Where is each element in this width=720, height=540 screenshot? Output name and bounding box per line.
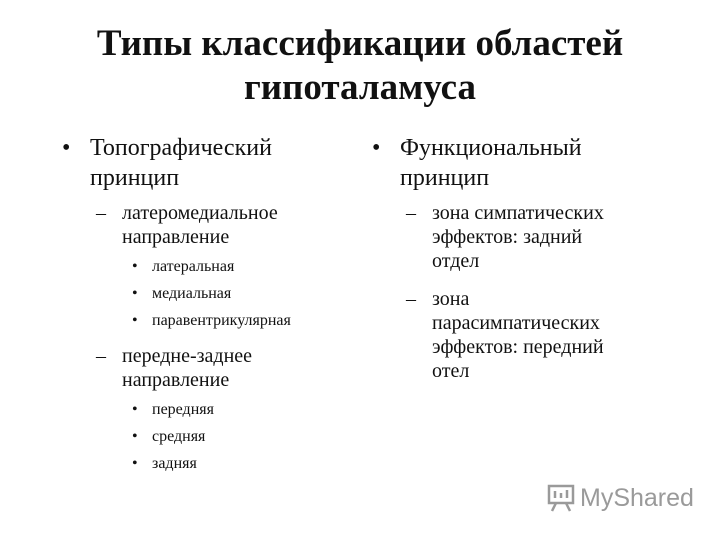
parasympathetic-line-4: отел: [432, 360, 470, 382]
slide-title-line-1: Типы классификации областей: [96, 23, 624, 64]
bullet-icon: •: [132, 285, 138, 302]
bullet-icon: •: [132, 401, 138, 418]
bullet-icon: •: [372, 135, 381, 161]
lateromedial-label-line-1: латеромедиальное: [122, 202, 278, 224]
parasympathetic-line-1: зона: [432, 288, 470, 310]
sympathetic-line-3: отдел: [432, 250, 480, 272]
presentation-board-icon: [546, 483, 576, 513]
topographic-heading: [62, 133, 352, 193]
topographic-column: [62, 133, 352, 477]
dash-icon: –: [96, 345, 106, 367]
list-item: [62, 423, 352, 450]
anteroposterior-label-line-1: передне-заднее: [122, 345, 253, 367]
list-item: [62, 450, 352, 477]
dash-icon: –: [406, 202, 416, 224]
topographic-heading-line-1: Топографический: [90, 135, 272, 161]
dash-icon: –: [96, 202, 106, 224]
bullet-icon: •: [132, 258, 138, 275]
lateromedial-label-line-2: направление: [122, 226, 230, 248]
bullet-icon: •: [132, 455, 138, 472]
list-item-label: задняя: [152, 455, 197, 472]
list-item: [62, 253, 352, 280]
slide-title: [0, 22, 720, 110]
lateromedial-direction: [62, 201, 352, 249]
bullet-icon: •: [132, 428, 138, 445]
list-item-label: паравентрикулярная: [152, 312, 291, 329]
list-item-label: средняя: [152, 428, 206, 445]
list-item: [62, 396, 352, 423]
watermark-text: MyShared: [580, 483, 694, 512]
anteroposterior-direction: [62, 344, 352, 392]
functional-heading-line-1: Функциональный: [400, 135, 582, 161]
list-item-label: латеральная: [152, 258, 235, 275]
spacer: [372, 277, 662, 287]
functional-column: [372, 133, 662, 387]
list-item-label: передняя: [152, 401, 214, 418]
bullet-icon: •: [62, 135, 71, 161]
list-item: [62, 307, 352, 334]
myshared-watermark: [546, 482, 694, 514]
parasympathetic-line-3: эффектов: передний: [432, 336, 604, 358]
dash-icon: –: [406, 288, 416, 310]
list-item-label: медиальная: [152, 285, 232, 302]
sympathetic-line-2: эффектов: задний: [432, 226, 583, 248]
sympathetic-zone: [372, 201, 662, 273]
sympathetic-line-1: зона симпатических: [432, 202, 604, 224]
anteroposterior-label-line-2: направление: [122, 369, 230, 391]
topographic-heading-line-2: принцип: [90, 165, 180, 191]
parasympathetic-line-2: парасимпатических: [432, 312, 600, 334]
spacer: [62, 334, 352, 344]
slide-title-line-2: гипоталамуса: [243, 67, 477, 108]
bullet-icon: •: [132, 312, 138, 329]
parasympathetic-zone: [372, 287, 662, 383]
functional-heading: [372, 133, 662, 193]
functional-heading-line-2: принцип: [400, 165, 490, 191]
list-item: [62, 280, 352, 307]
